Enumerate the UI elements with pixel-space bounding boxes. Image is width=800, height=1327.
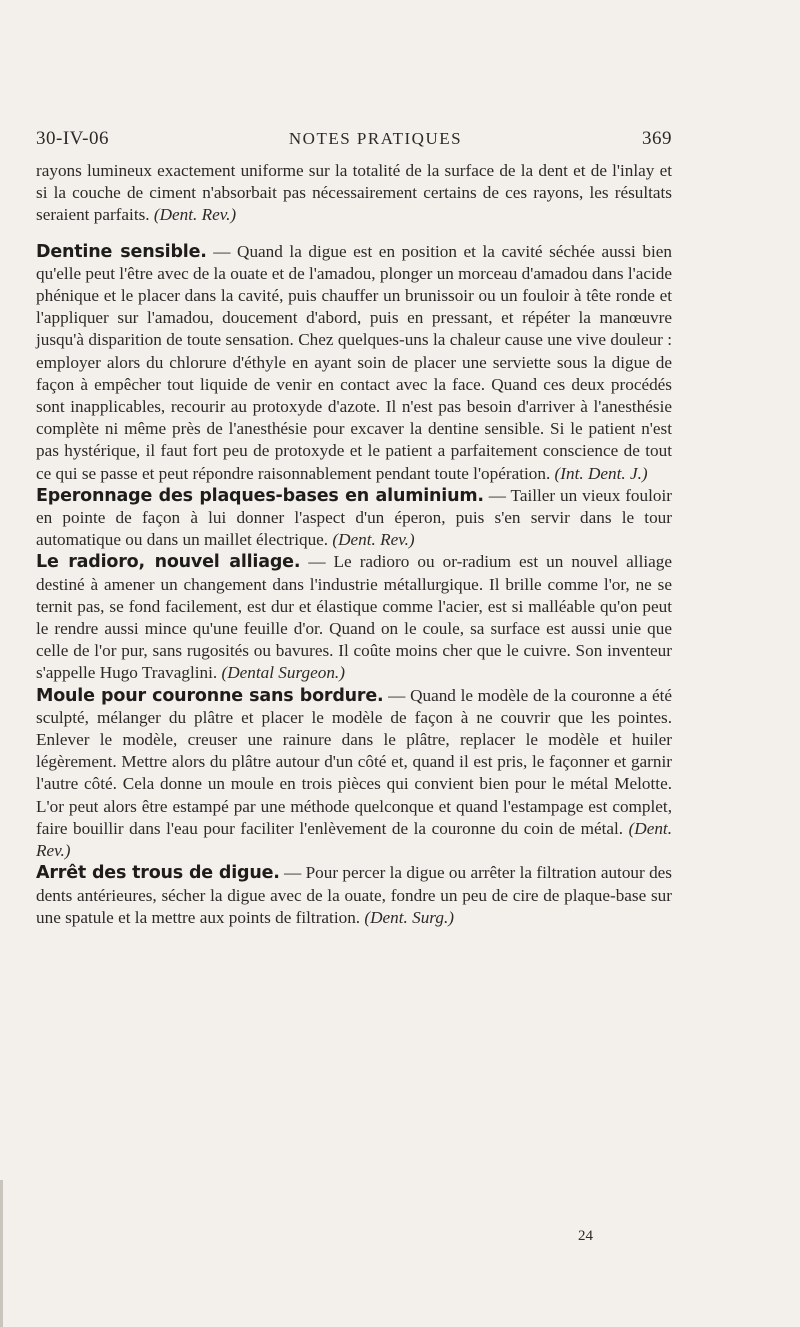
paragraph-text: rayons lumineux exactement uniforme sur la totalité de la surface de la dent et de l'inlay et si la couche de ciment n'absorbait pas nécessairement certains de ces rayons, les résultats seraient parfaits. — [36, 161, 672, 225]
source-citation: (Int. Dent. J.) — [554, 463, 648, 483]
page-number: 369 — [642, 128, 672, 149]
note-moule-couronne — [36, 685, 672, 863]
source-citation: (Dent. Rev.) — [36, 818, 672, 861]
note-body: — Le radioro ou or-radium est un nouvel alliage destiné à amener un changement dans l'industrie métallurgique. Il brille comme l'or, ne se ternit pas, se fond facilement, est dur et élastique comme l'acier, est si malléable qu'on peut le rendre aussi mince qu'une feuille d'or. Quand on le coule, sa surface est aussi unie que celle de l'or pur, sans rugosités ou bavures. Il coûte moins cher que le cuivre. Son inventeur s'appelle Hugo Travaglini. — [36, 552, 672, 683]
note-heading: Dentine sensible. — [36, 241, 207, 262]
note-heading: Le radioro, nouvel alliage. — [36, 552, 301, 573]
note-body: — Quand la digue est en position et la cavité séchée aussi bien qu'elle peut l'être avec de la ouate et de l'amadou, plonger un morceau d'amadou dans l'acide phénique et le placer dans la cavité, puis chauffer un brunissoir ou un fouloir à tête ronde et l'appliquer sur l'amadou, doucement d'abord, puis en pressant, et répéter la manœuvre jusqu'à disparition de toute sensation. Chez quelques-uns la chaleur cause une vive douleur : employer alors du chlorure d'éthyle en ayant soin de placer une serviette sous la digue de façon à empêcher tout liquide de venir en contact avec la face. Quand ces deux procédés sont inapplicables, recourir au protoxyde d'azote. Il n'est pas besoin d'arriver à l'anesthésie complète ni même près de l'anesthésie pour excaver la dentine sensible. Si le patient n'est pas hystérique, il faut fort peu de protoxyde et le patient a parfaitement conscience de tout ce qui se passe et peut répondre raisonnablement pendant toute l'opération. — [36, 241, 672, 483]
note-body: — Tailler un vieux fouloir en pointe de façon à lui donner l'aspect d'un éperon, puis s'en servir dans le tour automatique ou dans un maillet électrique. — [36, 485, 672, 550]
note-body: — Pour percer la digue ou arrêter la filtration autour des dents antérieures, sécher la digue avec de la ouate, fondre un peu de cire de plaque-base sur une spatule et la mettre aux points de filtration. — [36, 863, 672, 927]
source-citation: (Dent. Rev.) — [153, 205, 237, 225]
source-citation: (Dent. Rev.) — [332, 530, 415, 550]
source-citation: (Dental Surgeon.) — [221, 663, 345, 683]
source-citation: (Dent. Surg.) — [364, 907, 454, 927]
binding-edge — [0, 1180, 3, 1327]
header-date: 30-IV-06 — [36, 128, 109, 149]
running-title: NOTES PRATIQUES — [288, 129, 463, 148]
running-header — [36, 128, 672, 150]
note-heading: Moule pour couronne sans bordure. — [36, 685, 384, 706]
note-eperonnage — [36, 485, 672, 552]
note-radioro — [36, 551, 672, 684]
article-body — [36, 160, 672, 929]
signature-mark: 24 — [578, 1228, 593, 1244]
continued-paragraph — [36, 160, 672, 227]
note-dentine-sensible — [36, 241, 672, 485]
note-body: — Quand le modèle de la couronne a été sculpté, mélanger du plâtre et placer le modèle de façon à ne couvrir que les pointes. Enlever le modèle, creuser une rainure dans le plâtre, replacer le modèle et huiler légèrement. Mettre alors du plâtre autour d'un côté et, quand il est pris, le façonner et garnir l'autre côté. Cela donne un moule en trois pièces qui convient bien pour le métal Melotte. L'or peut alors être estampé par une méthode quelconque et quand l'estampage est complet, faire bouillir dans l'eau pour faciliter l'enlèvement de la couronne du coin de métal. — [36, 685, 672, 838]
note-arret-trous-digue — [36, 862, 672, 929]
note-heading: Arrêt des trous de digue. — [36, 863, 280, 884]
note-heading: Eperonnage des plaques-bases en aluminium. — [36, 485, 484, 506]
